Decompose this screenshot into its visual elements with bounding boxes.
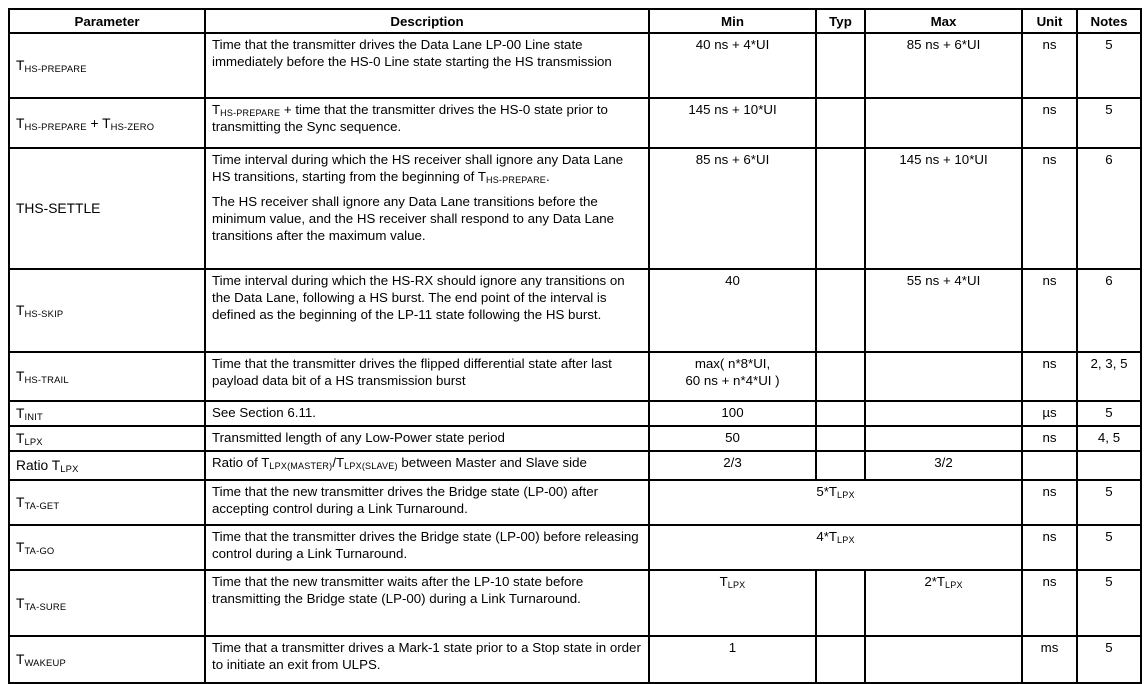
table-header	[9, 9, 1141, 33]
description-paragraph: Time that the transmitter drives the Data Lane LP-00 Line state immediately before the HS-0 Line state starting the HS transmission	[212, 37, 612, 69]
description-paragraph: Time interval during which the HS-RX should ignore any transitions on the Data Lane, following a HS burst. The end point of the interval is defined as the beginning of the LP-11 state following the HS burst.	[212, 273, 625, 322]
description-paragraph: Time that the new transmitter drives the Bridge state (LP-00) after accepting control during a Link Turnaround.	[212, 484, 599, 516]
typ-cell	[816, 401, 865, 426]
parameter-cell: $T_{HS-PREPARE} + T_{HS-ZERO}$	[9, 98, 205, 148]
min-cell: 85 ns + 6*UI	[649, 148, 816, 269]
column-header-description: Description	[205, 9, 649, 33]
description-paragraph: $T_{HS-PREPARE}$ + time that the transmitter drives the HS-0 state prior to transmitting the Sync sequence.	[212, 102, 608, 134]
unit-cell: ns	[1022, 352, 1077, 401]
notes-cell: 6	[1077, 269, 1141, 352]
description-cell	[205, 480, 649, 525]
description-paragraph: Time interval during which the HS receiver shall ignore any Data Lane HS transitions, starting from the beginning of $T_{HS-PREPARE}$.	[212, 152, 624, 185]
min-cell: 1	[649, 636, 816, 683]
description-cell	[205, 525, 649, 570]
typ-cell	[816, 636, 865, 683]
unit-cell: ns	[1022, 426, 1077, 451]
description-cell	[205, 401, 649, 426]
max-cell: 85 ns + 6*UI	[865, 33, 1022, 98]
table-row	[9, 401, 1141, 426]
max-cell	[865, 98, 1022, 148]
unit-cell: ms	[1022, 636, 1077, 683]
description-paragraph: Time that the transmitter drives the flipped differential state after last payload data bit of a HS transmission burst	[212, 356, 612, 388]
parameter-cell: $T_{TA-SURE}$	[9, 570, 205, 636]
table-row	[9, 269, 1141, 352]
table-row	[9, 426, 1141, 451]
column-header-notes: Notes	[1077, 9, 1141, 33]
table-body	[9, 33, 1141, 683]
table-row	[9, 352, 1141, 401]
typ-cell	[816, 352, 865, 401]
parameter-cell: $T_{TA-GO}$	[9, 525, 205, 570]
typ-cell	[816, 148, 865, 269]
parameter-cell: $T_{HS-TRAIL}$	[9, 352, 205, 401]
notes-cell: 5	[1077, 570, 1141, 636]
unit-cell: ns	[1022, 148, 1077, 269]
notes-cell	[1077, 451, 1141, 480]
unit-cell: ns	[1022, 98, 1077, 148]
max-cell: 3/2	[865, 451, 1022, 480]
min-cell: max( n*8*UI, 60 ns + n*4*UI )	[649, 352, 816, 401]
max-cell: $2*T_{LPX}$	[865, 570, 1022, 636]
notes-cell: 4, 5	[1077, 426, 1141, 451]
description-cell	[205, 352, 649, 401]
description-paragraph: Transmitted length of any Low-Power state period	[212, 430, 505, 445]
unit-cell: ns	[1022, 570, 1077, 636]
column-header-unit: Unit	[1022, 9, 1077, 33]
table-row	[9, 525, 1141, 570]
column-header-typ: Typ	[816, 9, 865, 33]
table-header-row	[9, 9, 1141, 33]
parameter-cell: $T_{HS-SKIP}$	[9, 269, 205, 352]
min-cell: 40 ns + 4*UI	[649, 33, 816, 98]
min-cell: 40	[649, 269, 816, 352]
table-row	[9, 570, 1141, 636]
notes-cell: 5	[1077, 33, 1141, 98]
max-cell	[865, 426, 1022, 451]
min-cell: 50	[649, 426, 816, 451]
typ-cell	[816, 426, 865, 451]
description-cell	[205, 426, 649, 451]
typ-cell	[816, 33, 865, 98]
description-paragraph: The HS receiver shall ignore any Data Lane transitions before the minimum value, and the HS receiver shall respond to any Data Lane transitions after the maximum value.	[212, 194, 615, 243]
table-row	[9, 148, 1141, 269]
unit-cell	[1022, 451, 1077, 480]
description-cell	[205, 451, 649, 480]
parameter-cell: $T_{WAKEUP}$	[9, 636, 205, 683]
max-cell	[865, 636, 1022, 683]
unit-cell: ns	[1022, 269, 1077, 352]
typ-cell	[816, 98, 865, 148]
parameter-cell: $T_{INIT}$	[9, 401, 205, 426]
notes-cell: 5	[1077, 525, 1141, 570]
description-paragraph: Time that a transmitter drives a Mark-1 state prior to a Stop state in order to initiate an exit from ULPS.	[212, 640, 641, 672]
max-cell: 55 ns + 4*UI	[865, 269, 1022, 352]
unit-cell: µs	[1022, 401, 1077, 426]
description-paragraph: See Section 6.11.	[212, 405, 316, 420]
description-paragraph: Time that the transmitter drives the Bridge state (LP-00) before releasing control during a Link Turnaround.	[212, 529, 639, 561]
notes-cell: 5	[1077, 636, 1141, 683]
timing-parameters-table	[8, 8, 1142, 684]
table-row	[9, 636, 1141, 683]
min-cell: 145 ns + 10*UI	[649, 98, 816, 148]
parameter-cell: $T_{LPX}$	[9, 426, 205, 451]
notes-cell: 5	[1077, 480, 1141, 525]
description-paragraph: Time that the new transmitter waits after the LP-10 state before transmitting the Bridge state (LP-00) during a Link Turnaround.	[212, 574, 584, 606]
min-cell: 100	[649, 401, 816, 426]
parameter-cell: $T_{HS-PREPARE}$	[9, 33, 205, 98]
min-typ-max-merged-cell: $5*T_{LPX}$	[649, 480, 1022, 525]
column-header-min: Min	[649, 9, 816, 33]
min-cell: 2/3	[649, 451, 816, 480]
description-paragraph: Ratio of $T_{LPX(MASTER)}/T_{LPX(SLAVE)}$ between Master and Slave side	[212, 455, 587, 471]
parameter-cell: THS-SETTLE	[9, 148, 205, 269]
column-header-max: Max	[865, 9, 1022, 33]
max-cell	[865, 401, 1022, 426]
notes-cell: 5	[1077, 98, 1141, 148]
description-cell	[205, 33, 649, 98]
table-row	[9, 451, 1141, 480]
typ-cell	[816, 570, 865, 636]
description-cell	[205, 269, 649, 352]
unit-cell: ns	[1022, 525, 1077, 570]
min-cell: $T_{LPX}$	[649, 570, 816, 636]
unit-cell: ns	[1022, 33, 1077, 98]
table-row	[9, 33, 1141, 98]
table-row	[9, 98, 1141, 148]
unit-cell: ns	[1022, 480, 1077, 525]
table-row	[9, 480, 1141, 525]
description-cell	[205, 98, 649, 148]
notes-cell: 5	[1077, 401, 1141, 426]
max-cell: 145 ns + 10*UI	[865, 148, 1022, 269]
parameter-cell: $T_{TA-GET}$	[9, 480, 205, 525]
typ-cell	[816, 269, 865, 352]
typ-cell	[816, 451, 865, 480]
parameter-cell: Ratio $T_{LPX}$	[9, 451, 205, 480]
notes-cell: 6	[1077, 148, 1141, 269]
description-cell	[205, 636, 649, 683]
description-cell	[205, 570, 649, 636]
description-cell	[205, 148, 649, 269]
notes-cell: 2, 3, 5	[1077, 352, 1141, 401]
column-header-parameter: Parameter	[9, 9, 205, 33]
max-cell	[865, 352, 1022, 401]
min-typ-max-merged-cell: $4*T_{LPX}$	[649, 525, 1022, 570]
